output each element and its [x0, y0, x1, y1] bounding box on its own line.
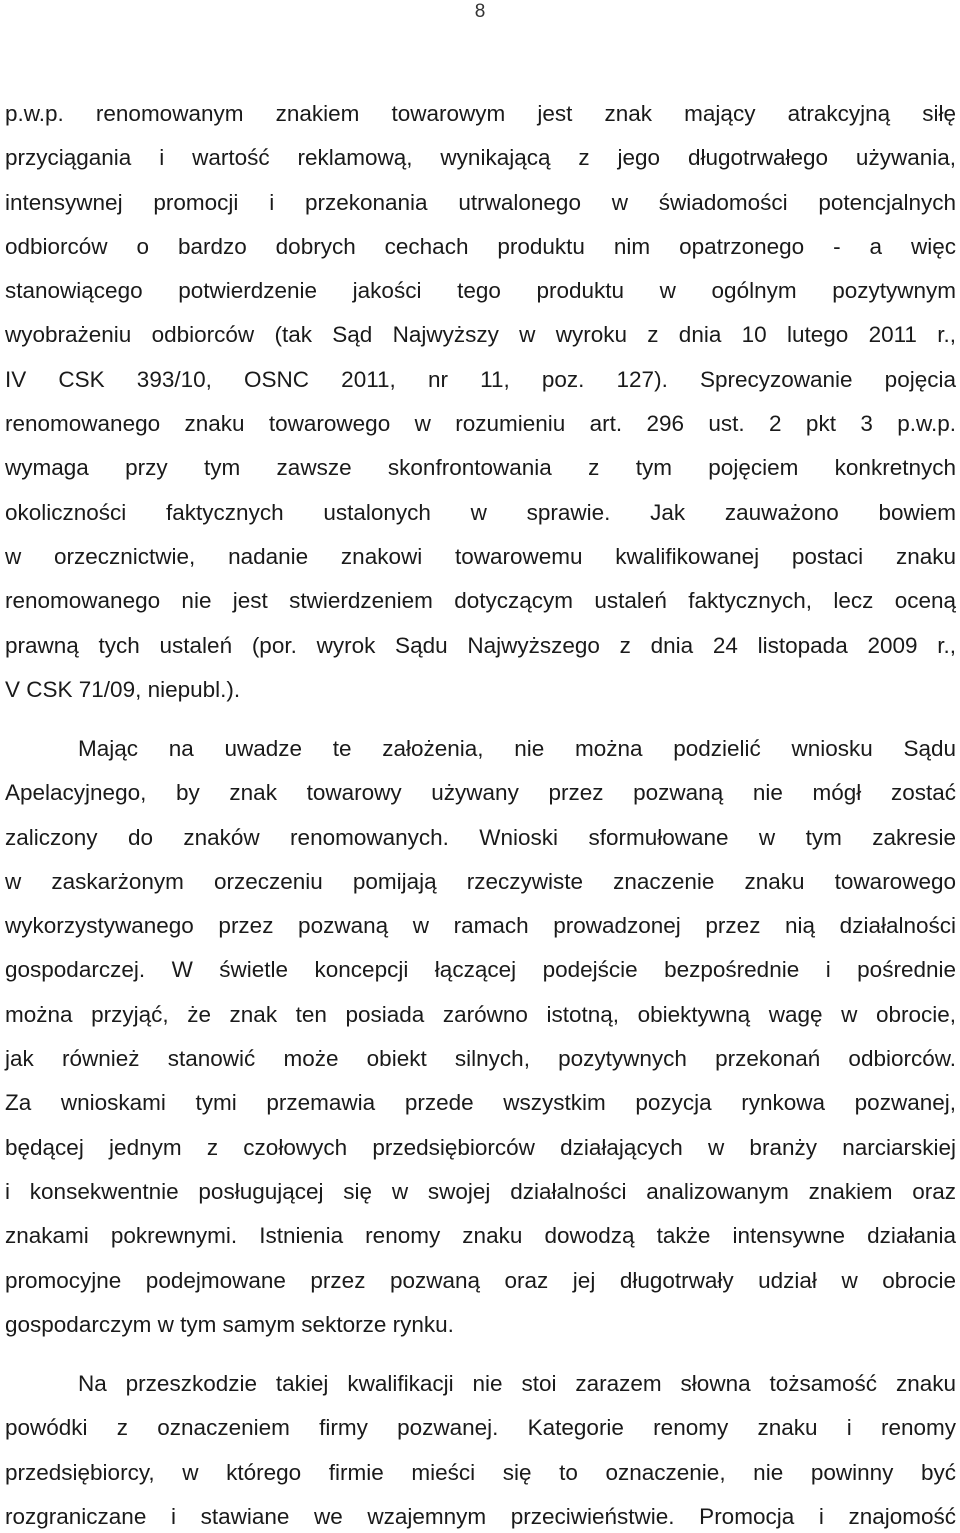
- text-line: Na przeszkodzie takiej kwalifikacji nie stoi zarazem słowna tożsamość znaku: [78, 1371, 956, 1396]
- paragraph-3: [5, 1362, 956, 1533]
- text-line: V CSK 71/09, niepubl.).: [5, 676, 241, 702]
- text-line: rozgraniczane i stawiane we wzajemnym przeciwieństwie. Promocja i znajomość: [5, 1503, 956, 1529]
- text-line: przedsiębiorcy, w którego firmie mieści się to oznaczenie, nie powinny być: [5, 1459, 956, 1485]
- text-line: w zaskarżonym orzeczeniu pomijają rzeczywiste znaczenie znaku towarowego: [5, 868, 956, 894]
- text-line: będącej jednym z czołowych przedsiębiorców działających w branży narciarskiej: [5, 1134, 956, 1160]
- text-line: znakami pokrewnymi. Istnienia renomy znaku dowodzą także intensywne działania: [5, 1223, 956, 1249]
- text-line: wyobrażeniu odbiorców (tak Sąd Najwyższy w wyroku z dnia 10 lutego 2011 r.,: [5, 322, 956, 348]
- text-line: Apelacyjnego, by znak towarowy używany przez pozwaną nie mógł zostać: [5, 780, 956, 806]
- text-line: powódki z oznaczeniem firmy pozwanej. Kategorie renomy znaku i renomy: [5, 1415, 956, 1441]
- text-line: przyciągania i wartość reklamową, wynikającą z jego długotrwałego używania,: [5, 145, 956, 171]
- text-line: wykorzystywanego przez pozwaną w ramach prowadzonej przez nią działalności: [5, 913, 956, 939]
- paragraph-1: [5, 92, 956, 712]
- text-line: Mając na uwadze te założenia, nie można podzielić wniosku Sądu: [78, 736, 956, 761]
- text-line: Za wnioskami tymi przemawia przede wszystkim pozycja rynkowa pozwanej,: [5, 1090, 956, 1116]
- text-line: jak również stanowić może obiekt silnych, pozytywnych przekonań odbiorców.: [5, 1046, 956, 1072]
- text-line: stanowiącego potwierdzenie jakości tego produktu w ogólnym pozytywnym: [5, 278, 956, 304]
- text-line: p.w.p. renomowanym znakiem towarowym jest znak mający atrakcyjną siłę: [5, 101, 956, 126]
- paragraph-2: [5, 727, 956, 1347]
- text-line: w orzecznictwie, nadanie znakowi towarowemu kwalifikowanej postaci znaku: [5, 543, 956, 569]
- text-line: intensywnej promocji i przekonania utrwalonego w świadomości potencjalnych: [5, 189, 956, 215]
- text-line: gospodarczej. W świetle koncepcji łączącej podejście bezpośrednie i pośrednie: [5, 957, 956, 983]
- text-line: można przyjąć, że znak ten posiada zarówno istotną, obiektywną wagę w obrocie,: [5, 1001, 956, 1027]
- page-number: 8: [474, 1, 486, 22]
- text-line: gospodarczym w tym samym sektorze rynku.: [5, 1311, 454, 1337]
- text-line: IV CSK 393/10, OSNC 2011, nr 11, poz. 127). Sprecyzowanie pojęcia: [5, 366, 956, 392]
- text-line: odbiorców o bardzo dobrych cechach produktu nim opatrzonego - a więc: [5, 233, 956, 259]
- text-line: renomowanego nie jest stwierdzeniem dotyczącym ustaleń faktycznych, lecz oceną: [5, 588, 956, 614]
- text-line: prawną tych ustaleń (por. wyrok Sądu Najwyższego z dnia 24 listopada 2009 r.,: [5, 632, 956, 658]
- text-line: promocyjne podejmowane przez pozwaną oraz jej długotrwały udział w obrocie: [5, 1267, 956, 1293]
- text-line: okoliczności faktycznych ustalonych w sprawie. Jak zauważono bowiem: [5, 499, 956, 525]
- text-line: renomowanego znaku towarowego w rozumieniu art. 296 ust. 2 pkt 3 p.w.p.: [5, 411, 956, 437]
- text-line: i konsekwentnie posługującej się w swojej działalności analizowanym znakiem oraz: [5, 1178, 956, 1204]
- text-line: wymaga przy tym zawsze skonfrontowania z tym pojęciem konkretnych: [5, 455, 956, 481]
- text-line: zaliczony do znaków renomowanych. Wnioski sformułowane w tym zakresie: [5, 824, 956, 850]
